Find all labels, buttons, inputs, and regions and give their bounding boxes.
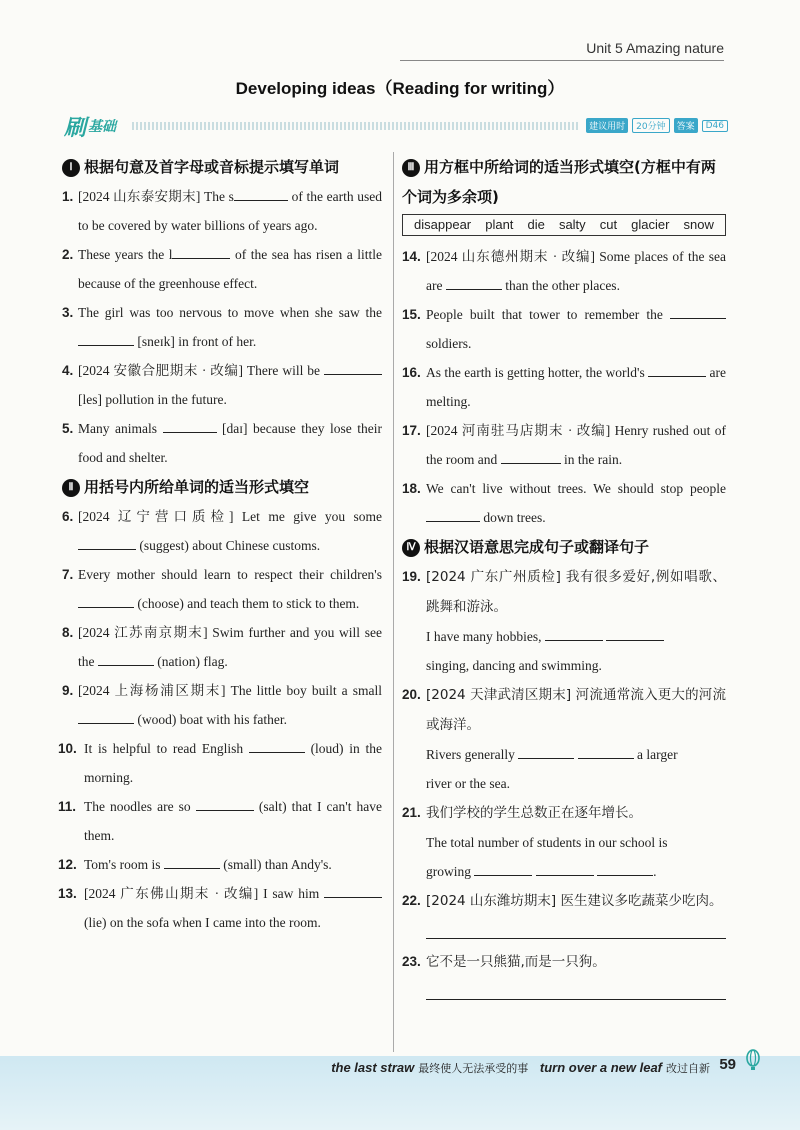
answer-blank[interactable] xyxy=(518,744,574,759)
question-10: 10. It is helpful to read English (loud) in the morning. xyxy=(62,734,382,792)
question-3: 3. The girl was too nervous to move when she saw the [sneɪk] in front of her. xyxy=(62,305,382,349)
section-badge: Ⅰ xyxy=(62,159,80,177)
word-box-item: glacier xyxy=(631,217,670,232)
question-16: 16. As the earth is getting hotter, the world's are melting. xyxy=(402,358,726,416)
question-11: 11. The noodles are so (salt) that I can't have them. xyxy=(62,792,382,850)
answer-blank[interactable] xyxy=(536,861,594,876)
word-box xyxy=(402,214,726,236)
question-2: 2. These years the l of the sea has risen a little because of the greenhouse effect. xyxy=(62,240,382,298)
word-box-item: disappear xyxy=(414,217,472,232)
section-badge: Ⅳ xyxy=(402,539,420,557)
word-box-item: plant xyxy=(485,217,514,232)
question-12: 12. Tom's room is (small) than Andy's. xyxy=(62,850,382,879)
answer-blank[interactable] xyxy=(78,593,134,608)
section-badge: Ⅲ xyxy=(402,159,420,177)
idiom-2-cn: 改过自新 xyxy=(666,1062,710,1075)
answer-page: D46 xyxy=(702,120,728,132)
answer-blank[interactable] xyxy=(648,362,706,377)
question-6: 6. [2024 辽宁营口质检] Let me give you some (suggest) about Chinese customs. xyxy=(62,509,382,553)
header-rule xyxy=(400,60,724,61)
word-box-item: cut xyxy=(599,217,618,232)
answer-blank[interactable] xyxy=(597,861,653,876)
stripe-decoration xyxy=(132,122,578,130)
shua-info xyxy=(586,118,728,133)
answer-blank[interactable] xyxy=(426,507,480,522)
question-1: 1. [2024 山东泰安期末] The s of the earth used to be covered by water billions of years ago. xyxy=(62,182,382,240)
question-20: 20. [2024 天津武清区期末] 河流通常流入更大的河流或海洋。 Rivers generally a larger river or the sea. xyxy=(402,687,726,791)
question-7: 7. Every mother should learn to respect their children's (choose) and teach them to stick to them. xyxy=(62,567,382,611)
balloon-icon xyxy=(742,1049,764,1071)
time-label: 建议用时 xyxy=(586,118,628,133)
answer-blank[interactable] xyxy=(474,861,532,876)
answer-blank[interactable] xyxy=(545,626,603,641)
answer-blank[interactable] xyxy=(98,651,154,666)
right-column xyxy=(402,152,726,1008)
word-box-item: snow xyxy=(683,217,714,232)
question-9: 9. [2024 上海杨浦区期末] The little boy built a small (wood) boat with his father. xyxy=(62,683,382,727)
question-17: 17. [2024 河南驻马店期末 · 改编] Henry rushed out of the room and in the rain. xyxy=(402,423,726,467)
question-23: 23. 它不是一只熊猫,而是一只狗。 xyxy=(402,947,726,1000)
answer-blank[interactable] xyxy=(501,449,561,464)
answer-blank[interactable] xyxy=(606,626,664,641)
shua-bar xyxy=(64,114,728,141)
shua-logo-main: 刷 xyxy=(64,115,87,141)
answer-blank[interactable] xyxy=(196,796,254,811)
shua-logo xyxy=(64,114,117,141)
left-column xyxy=(58,152,383,937)
word-box-item: die xyxy=(527,217,545,232)
answer-blank[interactable] xyxy=(249,738,305,753)
word-box-item: salty xyxy=(558,217,586,232)
answer-blank[interactable] xyxy=(446,275,502,290)
section-badge: Ⅱ xyxy=(62,479,80,497)
answer-blank[interactable] xyxy=(164,854,220,869)
answer-blank[interactable] xyxy=(172,244,230,259)
answer-line[interactable] xyxy=(426,977,726,1000)
question-4: 4. [2024 安徽合肥期末 · 改编] There will be [les] pollution in the future. xyxy=(62,356,382,414)
time-value: 20分钟 xyxy=(632,118,669,133)
answer-blank[interactable] xyxy=(324,360,382,375)
unit-header: Unit 5 Amazing nature xyxy=(586,40,724,56)
question-13: 13. [2024 广东佛山期末 · 改编] I saw him (lie) on the sofa when I came into the room. xyxy=(62,879,382,937)
question-15: 15. People built that tower to remember the soldiers. xyxy=(402,300,726,358)
answer-blank[interactable] xyxy=(578,744,634,759)
section-2-heading: Ⅱ 用括号内所给单词的适当形式填空 xyxy=(62,472,382,502)
question-21: 21. 我们学校的学生总数正在逐年增长。 The total number of students in our school is growing . xyxy=(402,805,668,879)
question-5: 5. Many animals [daɪ] because they lose their food and shelter. xyxy=(62,414,382,472)
idiom-1-cn: 最终使人无法承受的事 xyxy=(418,1062,529,1075)
question-19: 19. [2024 广东广州质检] 我有很多爱好,例如唱歌、跳舞和游泳。 I have many hobbies, singing, dancing and swimming. xyxy=(402,569,726,673)
answer-blank[interactable] xyxy=(670,304,726,319)
page-title: Developing ideas（Reading for writing） xyxy=(235,79,565,98)
idiom-1: the last straw xyxy=(331,1060,415,1075)
question-8: 8. [2024 江苏南京期末] Swim further and you will see the (nation) flag. xyxy=(62,625,382,669)
section-4-heading: Ⅳ 根据汉语意思完成句子或翻译句子 xyxy=(402,532,726,562)
section-3-heading: Ⅲ 用方框中所给词的适当形式填空(方框中有两个词为多余项) xyxy=(402,158,716,206)
answer-blank[interactable] xyxy=(78,709,134,724)
footer-idioms xyxy=(331,1060,718,1076)
idiom-2: turn over a new leaf xyxy=(539,1060,662,1075)
answer-label: 答案 xyxy=(674,118,698,133)
shua-logo-sub: 基础 xyxy=(88,119,117,135)
question-22: 22. [2024 山东潍坊期末] 医生建议多吃蔬菜少吃肉。 xyxy=(402,886,726,939)
answer-blank[interactable] xyxy=(163,418,217,433)
question-18: 18. We can't live without trees. We should stop people down trees. xyxy=(402,481,726,525)
page-number: 59 xyxy=(719,1056,736,1073)
answer-line[interactable] xyxy=(426,916,726,939)
answer-blank[interactable] xyxy=(234,186,288,201)
answer-blank[interactable] xyxy=(78,535,136,550)
question-14: 14. [2024 山东德州期末 · 改编] Some places of the sea are than the other places. xyxy=(402,249,726,293)
column-divider xyxy=(393,152,394,1052)
section-1-heading: Ⅰ 根据句意及首字母或音标提示填写单词 xyxy=(62,152,382,182)
answer-blank[interactable] xyxy=(78,331,134,346)
answer-blank[interactable] xyxy=(324,883,382,898)
